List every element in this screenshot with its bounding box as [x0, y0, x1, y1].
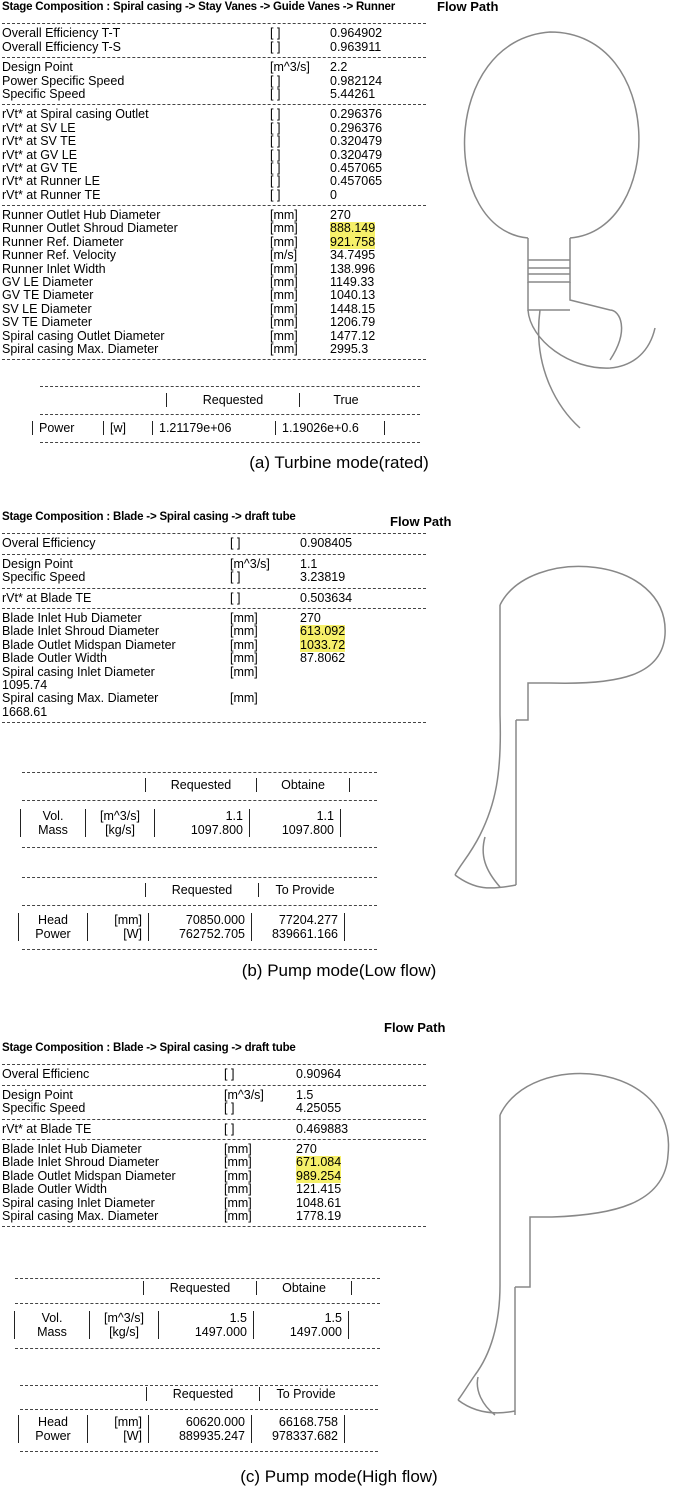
separator — [2, 608, 426, 609]
parameter-unit: [ ] — [270, 107, 281, 122]
cell-name: Mass — [21, 823, 86, 837]
parameter-label: 1095.74 — [2, 677, 48, 692]
cell-unit: [mm] — [88, 913, 149, 927]
parameter-value: 0.469883 — [296, 1121, 349, 1136]
power-row-a — [32, 421, 385, 435]
parameter-value: 34.7495 — [330, 248, 376, 263]
parameter-unit: [ ] — [270, 174, 281, 189]
cell-name: Power — [19, 1429, 88, 1443]
caption-b: (b) Pump mode(Low flow) — [241, 961, 437, 980]
separator — [2, 23, 426, 24]
parameter-label: Runner Outlet Shroud Diameter — [2, 221, 178, 236]
parameter-unit: [m^3/s] — [224, 1087, 264, 1102]
parameter-row — [2, 316, 426, 329]
flow-table-c-head — [143, 1281, 352, 1295]
parameter-row — [2, 666, 426, 679]
cell-unit: [W] — [88, 1429, 149, 1443]
table-header-row — [146, 883, 352, 897]
parameter-value: 4.25055 — [296, 1101, 342, 1116]
stage-composition: Stage Composition : Blade -> Spiral casing -> draft tube — [2, 511, 296, 523]
parameter-row — [2, 149, 426, 162]
flow-path-title: Flow Path — [384, 1020, 446, 1035]
stage-composition: Stage Composition : Blade -> Spiral casing -> draft tube — [2, 1042, 296, 1054]
parameter-value: 87.8062 — [300, 651, 346, 666]
table1-bottom-line — [22, 847, 377, 848]
parameter-unit: [mm] — [270, 234, 298, 249]
parameter-unit: [mm] — [224, 1141, 252, 1156]
cell-to-provide: 66168.758 — [252, 1415, 345, 1429]
parameter-label: 1668.61 — [2, 704, 48, 719]
separator — [2, 359, 426, 360]
parameter-value: 0.982124 — [330, 73, 383, 88]
flow-path-title: Flow Path — [390, 514, 452, 529]
cell-requested: 1097.800 — [155, 823, 250, 837]
parameter-value: 1448.15 — [330, 301, 376, 316]
parameter-row — [2, 88, 426, 101]
parameter-value: 2995.3 — [330, 342, 369, 356]
cell-obtained: 1097.800 — [250, 823, 341, 837]
parameter-row — [2, 625, 426, 638]
parameter-value: 0.320479 — [330, 134, 383, 149]
parameter-row — [2, 692, 426, 705]
report-groups — [2, 537, 426, 723]
parameter-unit: [mm] — [230, 637, 258, 652]
table2-top-line — [22, 877, 377, 878]
parameter-value: 0 — [330, 187, 337, 202]
parameter-label: Runner Outlet Hub Diameter — [2, 208, 161, 223]
parameter-unit: [mm] — [270, 208, 298, 223]
cell-to-provide: 77204.277 — [252, 913, 345, 927]
parameter-unit: [mm] — [224, 1208, 252, 1223]
parameter-label: Runner Inlet Width — [2, 261, 106, 276]
parameter-label: Specific Speed — [2, 1101, 86, 1116]
flow-path-title: Flow Path — [437, 0, 499, 14]
separator — [2, 205, 426, 206]
parameter-label: Blade Outlet Midspan Diameter — [2, 1168, 176, 1183]
parameter-value: 121.415 — [296, 1182, 342, 1197]
panel-pump-high-flow — [0, 1015, 678, 1496]
parameter-label: Blade Inlet Hub Diameter — [2, 610, 142, 625]
parameter-unit: [mm] — [224, 1195, 252, 1210]
flow-path-diagram — [420, 545, 678, 925]
parameter-value: 989.254 — [296, 1168, 342, 1183]
panel-turbine-rated — [0, 0, 678, 480]
parameter-unit: [ ] — [230, 536, 241, 551]
col-obtained: Obtaine — [257, 1281, 352, 1295]
caption-c: (c) Pump mode(High flow) — [240, 1467, 438, 1486]
parameter-unit: [mm] — [270, 288, 298, 303]
parameter-value: 921.758 — [330, 234, 376, 249]
parameter-label: rVt* at Spiral casing Outlet — [2, 107, 149, 122]
parameter-label: Overall Efficiency T-S — [2, 39, 122, 54]
parameter-row — [2, 1143, 426, 1156]
parameter-row — [2, 343, 426, 356]
parameter-label: Blade Outlet Midspan Diameter — [2, 637, 176, 652]
parameter-row — [2, 1183, 426, 1196]
cell-requested: 1497.000 — [159, 1325, 254, 1339]
parameter-row — [2, 1068, 426, 1081]
cell-name: Power — [33, 421, 104, 435]
parameter-unit: [ ] — [224, 1121, 235, 1136]
parameter-value: 1033.72 — [300, 637, 346, 652]
col-requested: Requested — [147, 1387, 260, 1401]
table1-top-line — [22, 772, 377, 773]
table-row — [21, 809, 341, 823]
parameter-label: Overal Efficiency — [2, 536, 96, 551]
table-row — [19, 913, 345, 927]
table-header-row — [34, 393, 392, 407]
parameter-value: 1477.12 — [330, 328, 376, 343]
head-table-c-head — [146, 1387, 352, 1401]
table-row — [15, 1325, 349, 1339]
parameter-value: 1149.33 — [330, 275, 375, 290]
cell-true: 1.19026e+0.6 — [276, 421, 385, 435]
separator — [2, 1226, 426, 1227]
parameter-unit: [mm] — [270, 301, 298, 316]
parameter-unit: [mm] — [270, 328, 298, 343]
parameter-label: Blade Inlet Shroud Diameter — [2, 624, 160, 639]
stage-composition: Stage Composition : Spiral casing -> Stay Vanes -> Guide Vanes -> Runner — [2, 1, 396, 13]
parameter-row — [2, 249, 426, 262]
table2-top-line — [20, 1385, 378, 1386]
parameter-unit: [mm] — [230, 691, 258, 706]
cell-unit: [m^3/s] — [86, 809, 155, 823]
parameter-value: 1.1 — [300, 556, 318, 571]
parameter-row — [2, 592, 426, 605]
parameter-row — [2, 61, 426, 74]
parameter-value: 1206.79 — [330, 315, 376, 330]
parameter-label: Spiral casing Max. Diameter — [2, 342, 159, 356]
col-requested: Requested — [167, 393, 300, 407]
cell-obtained: 1497.000 — [254, 1325, 349, 1339]
cell-unit: [m^3/s] — [90, 1311, 159, 1325]
parameter-label: GV TE Diameter — [2, 288, 94, 303]
cell-requested: 1.5 — [159, 1311, 254, 1325]
parameter-row — [2, 108, 426, 121]
cell-obtained: 1.1 — [250, 809, 341, 823]
parameter-row — [2, 558, 426, 571]
parameter-unit: [mm] — [224, 1155, 252, 1170]
cell-requested: 70850.000 — [149, 913, 252, 927]
table2-bottom-line — [22, 949, 377, 950]
report-b — [2, 511, 426, 726]
parameter-row — [2, 571, 426, 584]
parameter-row — [2, 1197, 426, 1210]
parameter-row — [2, 276, 426, 289]
cell-name: Mass — [15, 1325, 90, 1339]
parameter-unit: [mm] — [270, 315, 298, 330]
table-top-line — [40, 386, 420, 387]
cell-to-provide: 839661.166 — [252, 927, 345, 941]
table-bottom-line — [40, 442, 420, 443]
separator — [2, 722, 426, 723]
parameter-label: Specific Speed — [2, 570, 86, 585]
table-header-row — [147, 1387, 353, 1401]
panel-pump-low-flow — [0, 505, 678, 990]
parameter-row — [2, 175, 426, 188]
cell-name: Head — [19, 913, 88, 927]
cell-to-provide: 978337.682 — [252, 1429, 345, 1443]
cell-requested: 889935.247 — [149, 1429, 252, 1443]
table-row — [19, 927, 345, 941]
col-to-provide: To Provide — [259, 883, 352, 897]
parameter-unit: [ ] — [224, 1067, 235, 1082]
parameter-label: Spiral casing Inlet Diameter — [2, 1195, 155, 1210]
parameter-unit: [ ] — [270, 147, 281, 162]
power-table-a — [34, 393, 392, 407]
parameter-label: Spiral casing Max. Diameter — [2, 1208, 159, 1223]
table-header-row — [144, 1281, 352, 1295]
parameter-value: 613.092 — [300, 624, 346, 639]
head-table-b-head — [145, 883, 351, 897]
parameter-label: rVt* at Blade TE — [2, 590, 92, 605]
parameter-unit: [ ] — [270, 134, 281, 149]
parameter-value: 888.149 — [330, 221, 376, 236]
cell-unit: [mm] — [88, 1415, 149, 1429]
parameter-value: 270 — [296, 1141, 317, 1156]
flow-table-c — [14, 1311, 349, 1339]
table-mid-line — [40, 414, 420, 415]
cell-name: Power — [19, 927, 88, 941]
parameter-value: 3.23819 — [300, 570, 346, 585]
table-row — [15, 1311, 349, 1325]
parameter-value: 0.90964 — [296, 1067, 342, 1082]
parameter-unit: [mm] — [230, 651, 258, 666]
parameter-unit: [m^3/s] — [230, 556, 270, 571]
parameter-unit: [mm] — [270, 221, 298, 236]
head-table-c — [18, 1415, 345, 1443]
col-to-provide: To Provide — [260, 1387, 353, 1401]
parameter-label: rVt* at Runner TE — [2, 187, 101, 202]
parameter-unit: [mm] — [230, 610, 258, 625]
parameter-unit: [ ] — [224, 1101, 235, 1116]
table-row — [33, 421, 385, 435]
parameter-unit: [mm] — [270, 342, 298, 356]
parameter-row — [2, 1210, 426, 1223]
parameter-label: Runner Ref. Diameter — [2, 234, 124, 249]
col-requested: Requested — [144, 1281, 257, 1295]
parameter-row — [2, 537, 426, 550]
parameter-label: SV TE Diameter — [2, 315, 93, 330]
parameter-unit: [m^3/s] — [270, 60, 310, 75]
parameter-row — [2, 1102, 426, 1115]
report-c — [2, 1042, 426, 1230]
parameter-unit: [ ] — [270, 160, 281, 175]
parameter-unit: [ ] — [270, 26, 281, 41]
parameter-value: 1048.61 — [296, 1195, 342, 1210]
parameter-row — [2, 1170, 426, 1183]
parameter-label: Spiral casing Inlet Diameter — [2, 664, 155, 679]
parameter-label: rVt* at GV TE — [2, 160, 78, 175]
cell-unit: [kg/s] — [86, 823, 155, 837]
table-row — [19, 1415, 345, 1429]
parameter-value: 0.457065 — [330, 160, 383, 175]
table2-mid-line — [20, 1409, 378, 1410]
parameter-unit: [m/s] — [270, 248, 298, 263]
table-row — [21, 823, 341, 837]
table1-top-line — [15, 1278, 380, 1279]
col-obtained: Obtaine — [257, 778, 350, 792]
parameter-row — [2, 135, 426, 148]
parameter-label: Power Specific Speed — [2, 73, 125, 88]
parameter-unit: [ ] — [270, 39, 281, 54]
cell-name: Vol. — [21, 809, 86, 823]
parameter-row — [2, 1123, 426, 1136]
col-requested: Requested — [146, 883, 259, 897]
parameter-row — [2, 222, 426, 235]
parameter-unit: [ ] — [230, 570, 241, 585]
parameter-unit: [ ] — [270, 120, 281, 135]
cell-requested: 1.21179e+06 — [153, 421, 276, 435]
parameter-label: Spiral casing Max. Diameter — [2, 691, 159, 706]
parameter-label: Design Point — [2, 556, 73, 571]
cell-unit: [w] — [104, 421, 153, 435]
table1-mid-line — [22, 800, 377, 801]
parameter-value: 0.908405 — [300, 536, 353, 551]
flow-table-b-head — [145, 778, 350, 792]
parameter-label: Overall Efficiency T-T — [2, 26, 121, 41]
parameter-label: SV LE Diameter — [2, 301, 92, 316]
parameter-value: 0.296376 — [330, 107, 383, 122]
parameter-value: 270 — [300, 610, 321, 625]
table1-bottom-line — [15, 1348, 380, 1349]
flow-table-b — [20, 809, 341, 837]
cell-unit: [kg/s] — [90, 1325, 159, 1339]
parameter-row — [2, 75, 426, 88]
parameter-label: rVt* at Blade TE — [2, 1121, 92, 1136]
parameter-value: 0.296376 — [330, 120, 383, 135]
parameter-label: rVt* at SV TE — [2, 134, 77, 149]
parameter-label: GV LE Diameter — [2, 275, 94, 290]
parameter-value: 2.2 — [330, 60, 348, 75]
separator — [2, 1139, 426, 1140]
table2-bottom-line — [20, 1451, 378, 1452]
parameter-unit: [mm] — [224, 1182, 252, 1197]
parameter-value: 270 — [330, 208, 351, 223]
parameter-value: 1778.19 — [296, 1208, 342, 1223]
parameter-unit: [ ] — [270, 73, 281, 88]
report-groups — [2, 1068, 426, 1227]
parameter-value: 0.963911 — [330, 39, 382, 54]
parameter-label: Design Point — [2, 60, 73, 75]
parameter-label: rVt* at SV LE — [2, 120, 76, 135]
parameter-unit: [mm] — [230, 624, 258, 639]
parameter-row — [2, 639, 426, 652]
parameter-row — [2, 122, 426, 135]
report-groups — [2, 27, 426, 360]
parameter-value: 0.457065 — [330, 174, 383, 189]
parameter-row — [2, 162, 426, 175]
parameter-row — [2, 289, 426, 302]
separator — [2, 57, 426, 58]
table-row — [19, 1429, 345, 1443]
parameter-value: 671.084 — [296, 1155, 342, 1170]
parameter-value: 138.996 — [330, 261, 376, 276]
parameter-unit: [mm] — [270, 275, 298, 290]
parameter-value: 0.964902 — [330, 26, 383, 41]
parameter-row — [2, 1089, 426, 1102]
parameter-row — [2, 209, 426, 222]
flow-path-diagram — [420, 10, 678, 440]
parameter-row — [2, 27, 426, 40]
parameter-label: Blade Inlet Hub Diameter — [2, 1141, 142, 1156]
cell-unit: [W] — [88, 927, 149, 941]
parameter-label: Specific Speed — [2, 86, 86, 101]
report-a — [2, 1, 426, 363]
parameter-row — [2, 612, 426, 625]
parameter-value: 5.44261 — [330, 86, 376, 101]
col-requested: Requested — [146, 778, 257, 792]
parameter-row — [2, 189, 426, 202]
parameter-unit: [ ] — [270, 187, 281, 202]
separator — [2, 1119, 426, 1120]
parameter-row — [2, 263, 426, 276]
parameter-row — [2, 652, 426, 665]
parameter-label: Overal Efficienc — [2, 1067, 90, 1082]
head-table-b — [18, 913, 345, 941]
cell-name: Vol. — [15, 1311, 90, 1325]
table1-mid-line — [15, 1303, 380, 1304]
parameter-value: 1.5 — [296, 1087, 314, 1102]
table-header-row — [146, 778, 350, 792]
parameter-label: Runner Ref. Velocity — [2, 248, 116, 263]
caption-a: (a) Turbine mode(rated) — [249, 453, 429, 472]
cell-requested: 762752.705 — [149, 927, 252, 941]
separator — [2, 1064, 426, 1065]
parameter-unit: [ ] — [230, 590, 241, 605]
parameter-row — [2, 1156, 426, 1169]
separator — [2, 1085, 426, 1086]
parameter-label: Spiral casing Outlet Diameter — [2, 328, 165, 343]
separator — [2, 533, 426, 534]
col-true: True — [300, 393, 393, 407]
separator — [2, 104, 426, 105]
cell-requested: 60620.000 — [149, 1415, 252, 1429]
parameter-row — [2, 706, 426, 719]
separator — [2, 588, 426, 589]
parameter-label: rVt* at Runner LE — [2, 174, 100, 189]
parameter-unit: [ ] — [270, 86, 281, 101]
parameter-row — [2, 330, 426, 343]
separator — [2, 554, 426, 555]
parameter-label: Blade Inlet Shroud Diameter — [2, 1155, 160, 1170]
parameter-label: Blade Outler Width — [2, 651, 107, 666]
parameter-row — [2, 303, 426, 316]
parameter-label: Blade Outler Width — [2, 1182, 107, 1197]
cell-obtained: 1.5 — [254, 1311, 349, 1325]
parameter-label: Design Point — [2, 1087, 73, 1102]
parameter-unit: [mm] — [230, 664, 258, 679]
table2-mid-line — [22, 905, 377, 906]
flow-path-diagram — [420, 1055, 678, 1455]
parameter-unit: [mm] — [224, 1168, 252, 1183]
parameter-row — [2, 41, 426, 54]
cell-requested: 1.1 — [155, 809, 250, 823]
parameter-label: rVt* at GV LE — [2, 147, 78, 162]
parameter-unit: [mm] — [270, 261, 298, 276]
parameter-row — [2, 236, 426, 249]
parameter-row — [2, 679, 426, 692]
cell-name: Head — [19, 1415, 88, 1429]
parameter-value: 0.503634 — [300, 590, 353, 605]
parameter-value: 0.320479 — [330, 147, 383, 162]
parameter-value: 1040.13 — [330, 288, 376, 303]
